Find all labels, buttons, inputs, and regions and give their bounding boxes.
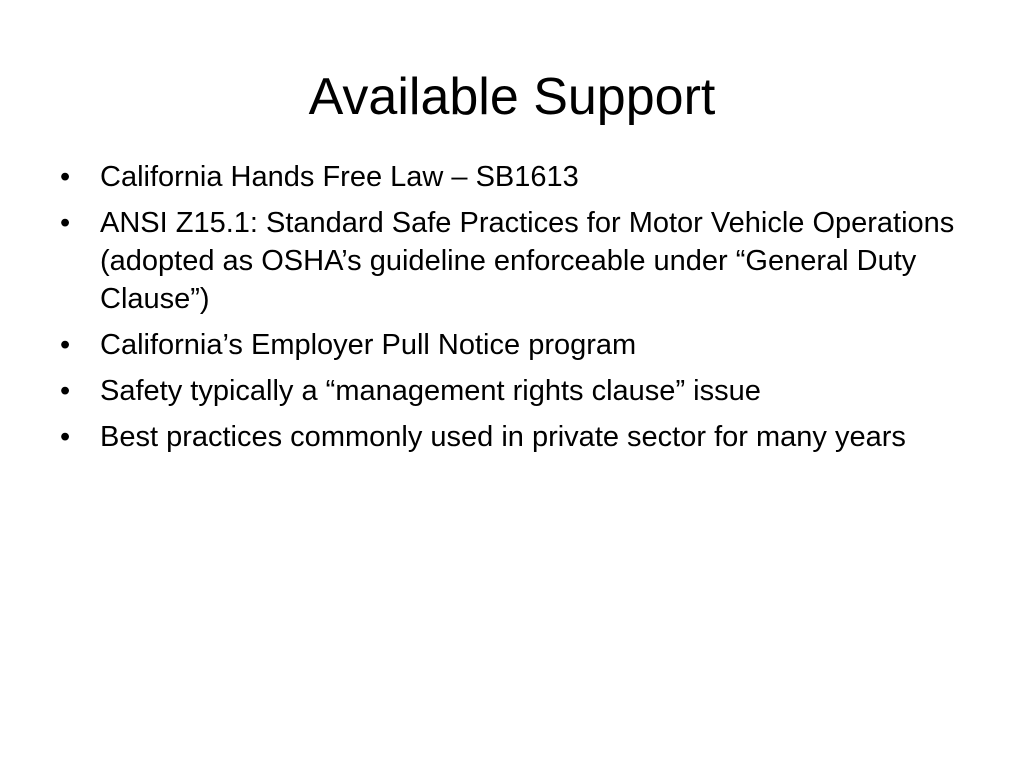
bullet-icon: • xyxy=(60,329,71,361)
bullet-item xyxy=(56,204,976,318)
bullet-text: ANSI Z15.1: Standard Safe Practices for Motor Vehicle Operations (adopted as OSHA’s guideline enforceable under “General Duty Clause”) xyxy=(100,207,955,315)
bullet-icon: • xyxy=(60,421,71,453)
bullet-text: Best practices commonly used in private sector for many years xyxy=(100,421,906,453)
bullet-text: California’s Employer Pull Notice program xyxy=(100,329,637,361)
bullet-item xyxy=(56,418,976,456)
bullet-text: California Hands Free Law – SB1613 xyxy=(100,161,579,193)
bullet-icon: • xyxy=(60,161,71,193)
slide-title: Available Support xyxy=(308,68,716,126)
bullet-text: Safety typically a “management rights clause” issue xyxy=(100,375,761,407)
bullet-icon: • xyxy=(60,207,71,239)
bullet-item xyxy=(56,326,976,364)
bullet-list xyxy=(56,158,976,464)
bullet-item xyxy=(56,158,976,196)
bullet-item xyxy=(56,372,976,410)
bullet-icon: • xyxy=(60,375,71,407)
